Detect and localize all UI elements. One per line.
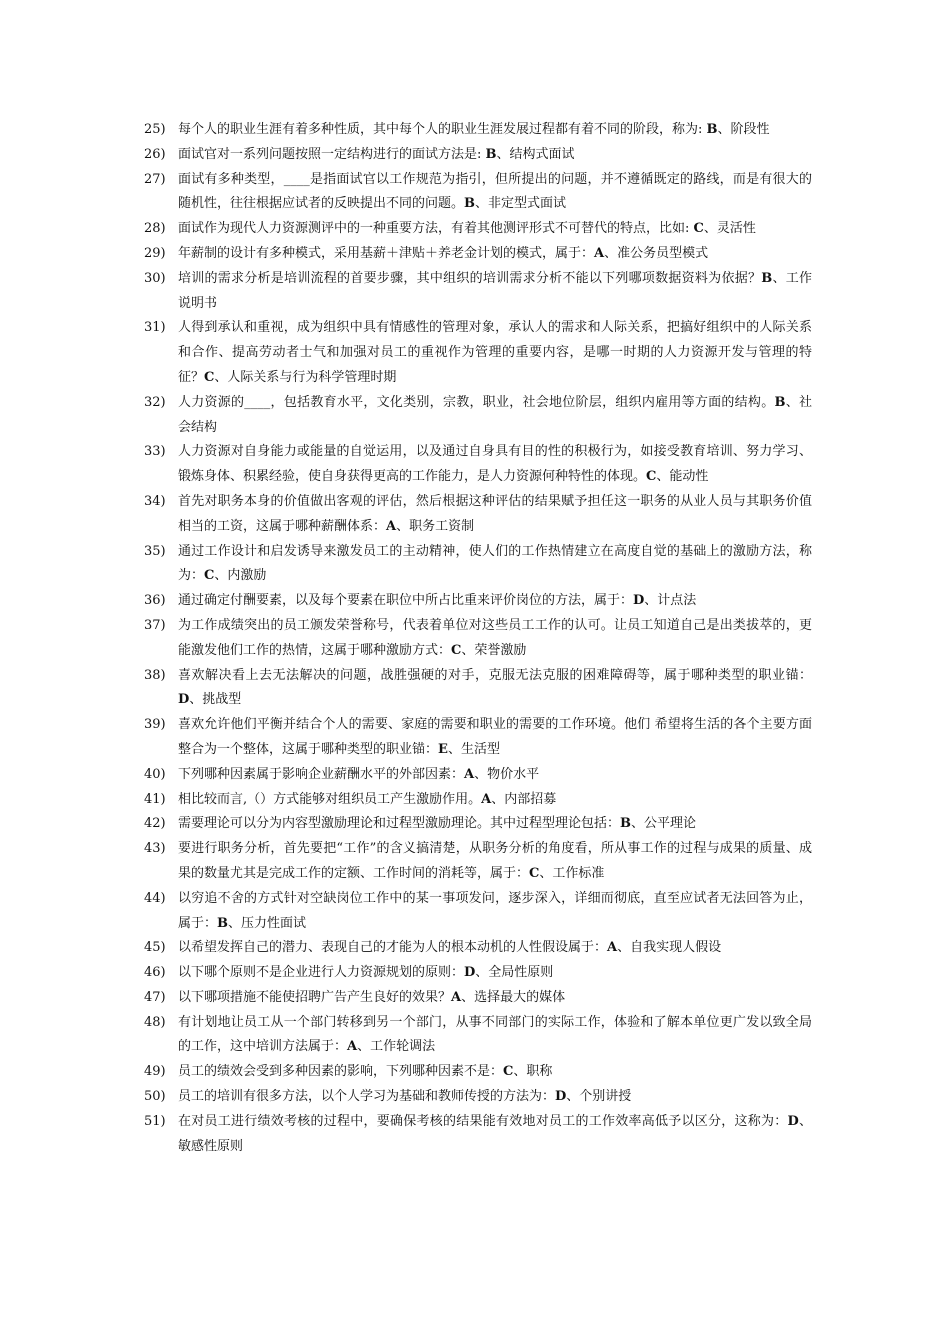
answer-letter: A (594, 245, 605, 261)
answer-text: 、灵活性 (703, 221, 756, 237)
question-body (178, 168, 812, 218)
question-body (178, 713, 812, 763)
question-item (140, 589, 812, 614)
question-list (140, 118, 812, 1159)
question-number: 40) (144, 766, 166, 782)
question-item (140, 490, 812, 540)
answer-text: 、生活型 (447, 741, 500, 757)
question-number: 26) (144, 146, 166, 162)
question-text: 人得到承认和重视，成为组织中具有情感性的管理对象，承认人的需求和人际关系，把搞好组织中的人际关系和合作、提高劳动者士气和加强对员工的重视作为管理的重要内容，是哪一时期的人力资源开发与管理的特征？ (178, 320, 812, 385)
question-body (178, 118, 812, 143)
question-body (178, 1085, 812, 1110)
question-number: 42) (144, 816, 166, 832)
question-text: 以希望发挥自己的潜力、表现自己的才能为人的根本动机的人性假设属于： (178, 940, 608, 956)
question-number: 37) (144, 617, 166, 633)
answer-text: 、社会结构 (178, 394, 812, 435)
answer-text: 、内部招募 (491, 791, 557, 807)
question-text: 通过确定付酬要素，以及每个要素在职位中所占比重来评价岗位的方法，属于： (178, 593, 634, 609)
question-number: 31) (144, 320, 166, 336)
question-item (140, 168, 812, 218)
question-body (178, 614, 812, 664)
answer-text: 、工作标准 (539, 865, 605, 881)
question-number: 47) (144, 989, 166, 1005)
question-number: 41) (144, 791, 166, 807)
question-item (140, 788, 812, 813)
answer-text: 、选择最大的媒体 (461, 989, 566, 1005)
question-text: 以下哪项措施不能使招聘广告产生良好的效果？ (178, 989, 452, 1005)
question-body (178, 316, 812, 390)
answer-text: 、职称 (513, 1064, 553, 1080)
question-text: 员工的培训有很多方法，以个人学习为基础和教师传授的方法为： (178, 1089, 556, 1105)
question-body (178, 763, 812, 788)
question-item (140, 614, 812, 664)
question-number: 29) (144, 245, 166, 261)
question-body (178, 143, 812, 168)
answer-letter: D (555, 1089, 567, 1105)
question-item (140, 961, 812, 986)
answer-letter: C (204, 369, 215, 385)
question-number: 30) (144, 270, 166, 286)
question-number: 27) (144, 171, 166, 187)
question-item (140, 242, 812, 267)
question-text: 喜欢允许他们平衡并结合个人的需要、家庭的需要和职业的需要的工作环境。他们 希望将生活的各个主要方面整合为一个整体，这属于哪种类型的职业锚： (178, 717, 812, 757)
question-number: 38) (144, 667, 166, 683)
answer-letter: C (204, 568, 215, 584)
answer-text: 、荣誉激励 (461, 642, 527, 658)
answer-letter: E (438, 741, 448, 757)
question-body (178, 1110, 812, 1160)
question-body (178, 391, 812, 441)
answer-letter: A (464, 766, 475, 782)
question-item (140, 540, 812, 590)
answer-letter: B (485, 146, 497, 162)
question-item (140, 1085, 812, 1110)
question-number: 49) (144, 1064, 166, 1080)
question-text: 通过工作设计和启发诱导来激发员工的主动精神，使人们的工作热情建立在高度自觉的基础上的激励方法，称为： (178, 543, 812, 584)
answer-text: 、内激励 (214, 568, 267, 584)
question-number: 36) (144, 593, 166, 609)
question-text: 要进行职务分析，首先要把“工作”的含义搞清楚，从职务分析的角度看，所从事工作的过程与成果的质量、成果的数量尤其是完成工作的定额、工作时间的消耗等，属于： (178, 841, 812, 881)
question-body (178, 961, 812, 986)
question-item (140, 391, 812, 441)
question-number: 39) (144, 717, 166, 733)
question-number: 48) (144, 1014, 166, 1030)
answer-letter: A (481, 791, 492, 807)
answer-letter: C (503, 1064, 514, 1080)
question-body (178, 986, 812, 1011)
answer-text: 、工作说明书 (178, 270, 812, 311)
answer-text: 、计点法 (644, 593, 697, 609)
answer-letter: A (451, 989, 462, 1005)
answer-letter: C (451, 642, 462, 658)
answer-letter: B (217, 915, 229, 931)
answer-letter: C (646, 469, 657, 485)
question-text: 年薪制的设计有多种模式，采用基薪＋津贴＋养老金计划的模式，属于： (178, 245, 595, 261)
answer-letter: D (633, 593, 645, 609)
answer-text: 、阶段性 (717, 122, 770, 137)
answer-letter: A (386, 518, 397, 534)
question-item (140, 1060, 812, 1085)
question-item (140, 217, 812, 242)
question-body (178, 589, 812, 614)
answer-text: 、公平理论 (631, 816, 697, 832)
answer-letter: B (464, 196, 476, 212)
question-body (178, 936, 812, 961)
answer-letter: D (178, 692, 190, 708)
answer-text: 、物价水平 (474, 766, 540, 782)
question-body (178, 1060, 812, 1085)
answer-text: 、准公务员型模式 (604, 245, 709, 261)
answer-letter: A (347, 1039, 358, 1055)
question-number: 50) (144, 1089, 166, 1105)
question-text: 培训的需求分析是培训流程的首要步骤，其中组织的培训需求分析不能以下列哪项数据资料为依据？ (178, 270, 762, 286)
question-text: 首先对职务本身的价值做出客观的评估，然后根据这种评估的结果赋予担任这一职务的从业人员与其职务价值相当的工资，这属于哪种薪酬体系： (178, 493, 812, 534)
answer-text: 、工作轮调法 (357, 1039, 436, 1055)
question-body (178, 267, 812, 317)
question-item (140, 986, 812, 1011)
question-number: 34) (144, 493, 166, 509)
question-text: 为工作成绩突出的员工颁发荣誉称号，代表着单位对这些员工工作的认可。让员工知道自己是出类拔萃的，更能激发他们工作的热情，这属于哪种激励方式： (178, 617, 812, 658)
question-text: 面试作为现代人力资源测评中的一种重要方法，有着其他测评形式不可替代的特点，比如: (178, 221, 694, 237)
question-item (140, 664, 812, 714)
answer-text: 、个别讲授 (566, 1089, 632, 1105)
answer-text: 、敏感性原则 (178, 1113, 812, 1154)
question-item (140, 936, 812, 961)
question-text: 以下哪个原则不是企业进行人力资源规划的原则： (178, 965, 465, 981)
question-body (178, 242, 812, 267)
question-text: 相比较而言,（）方式能够对组织员工产生激励作用。 (178, 791, 482, 807)
question-number: 46) (144, 965, 166, 981)
answer-text: 、职务工资制 (396, 518, 475, 534)
question-item (140, 316, 812, 390)
question-number: 43) (144, 841, 166, 857)
question-item (140, 763, 812, 788)
answer-text: 、自我实现人假设 (617, 940, 722, 956)
answer-text: 、人际关系与行为科学管理时期 (214, 369, 397, 385)
question-text: 需要理论可以分为内容型激励理论和过程型激励理论。其中过程型理论包括： (178, 816, 621, 832)
question-text: 有计划地让员工从一个部门转移到另一个部门，从事不同部门的实际工作，体验和了解本单位更广发以致全局的工作，这中培训方法属于： (178, 1014, 812, 1055)
question-item (140, 118, 812, 143)
question-body (178, 540, 812, 590)
question-text: 面试官对一系列问题按照一定结构进行的面试方法是: (178, 146, 486, 162)
question-text: 每个人的职业生涯有着多种性质，其中每个人的职业生涯发展过程都有着不同的阶段，称为: (178, 122, 707, 137)
question-number: 33) (144, 444, 166, 460)
question-item (140, 887, 812, 937)
answer-letter: B (761, 270, 773, 286)
question-text: 员工的绩效会受到多种因素的影响，下列哪种因素不是： (178, 1064, 504, 1080)
answer-letter: C (693, 221, 704, 237)
answer-text: 、结构式面试 (496, 146, 575, 162)
question-body (178, 490, 812, 540)
answer-letter: B (706, 122, 718, 137)
question-text: 以穷追不舍的方式针对空缺岗位工作中的某一事项发问，逐步深入，详细而彻底，直至应试者无法回答为止，属于： (178, 890, 812, 931)
question-text: 喜欢解决看上去无法解决的问题，战胜强硬的对手，克服无法克服的困难障碍等，属于哪种类型的职业锚： (178, 667, 812, 683)
question-number: 28) (144, 221, 166, 237)
answer-text: 、能动性 (656, 469, 709, 485)
answer-text: 、挑战型 (189, 692, 242, 708)
question-number: 32) (144, 394, 166, 410)
question-number: 25) (144, 122, 166, 137)
question-number: 51) (144, 1113, 166, 1129)
answer-letter: A (607, 940, 618, 956)
answer-letter: D (787, 1113, 799, 1129)
question-body (178, 217, 812, 242)
question-body (178, 440, 812, 490)
question-item (140, 143, 812, 168)
question-item (140, 812, 812, 837)
answer-letter: C (529, 865, 540, 881)
question-text: 人力资源的____，包括教育水平，文化类别，宗教，职业，社会地位阶层，组织内雇用等方面的结构。 (178, 394, 775, 410)
question-text: 在对员工进行绩效考核的过程中，要确保考核的结果能有效地对员工的工作效率高低予以区分，这称为： (178, 1113, 788, 1129)
question-text: 人力资源对自身能力或能量的自觉运用，以及通过自身具有目的性的积极行为，如接受教育培训、努力学习、锻炼身体、积累经验，使自身获得更高的工作能力，是人力资源何种特性的体现。 (178, 444, 812, 485)
answer-text: 、压力性面试 (228, 915, 307, 931)
question-item (140, 440, 812, 490)
question-text: 面试有多种类型，____是指面试官以工作规范为指引，但所提出的问题，并不遵循既定的路线，而是有很大的随机性，往往根据应试者的反映提出不同的问题。 (178, 171, 812, 212)
answer-letter: B (774, 394, 786, 410)
question-item (140, 713, 812, 763)
question-number: 45) (144, 940, 166, 956)
question-number: 44) (144, 890, 166, 906)
question-body (178, 887, 812, 937)
question-body (178, 664, 812, 714)
question-body (178, 1011, 812, 1061)
answer-text: 、全局性原则 (475, 965, 554, 981)
question-item (140, 267, 812, 317)
question-text: 下列哪种因素属于影响企业薪酬水平的外部因素： (178, 766, 465, 782)
question-item (140, 1011, 812, 1061)
question-item (140, 1110, 812, 1160)
question-item (140, 837, 812, 887)
question-body (178, 812, 812, 837)
answer-letter: D (464, 965, 476, 981)
question-body (178, 837, 812, 887)
question-body (178, 788, 812, 813)
answer-letter: B (620, 816, 632, 832)
question-number: 35) (144, 543, 166, 559)
answer-text: 、非定型式面试 (475, 196, 567, 212)
